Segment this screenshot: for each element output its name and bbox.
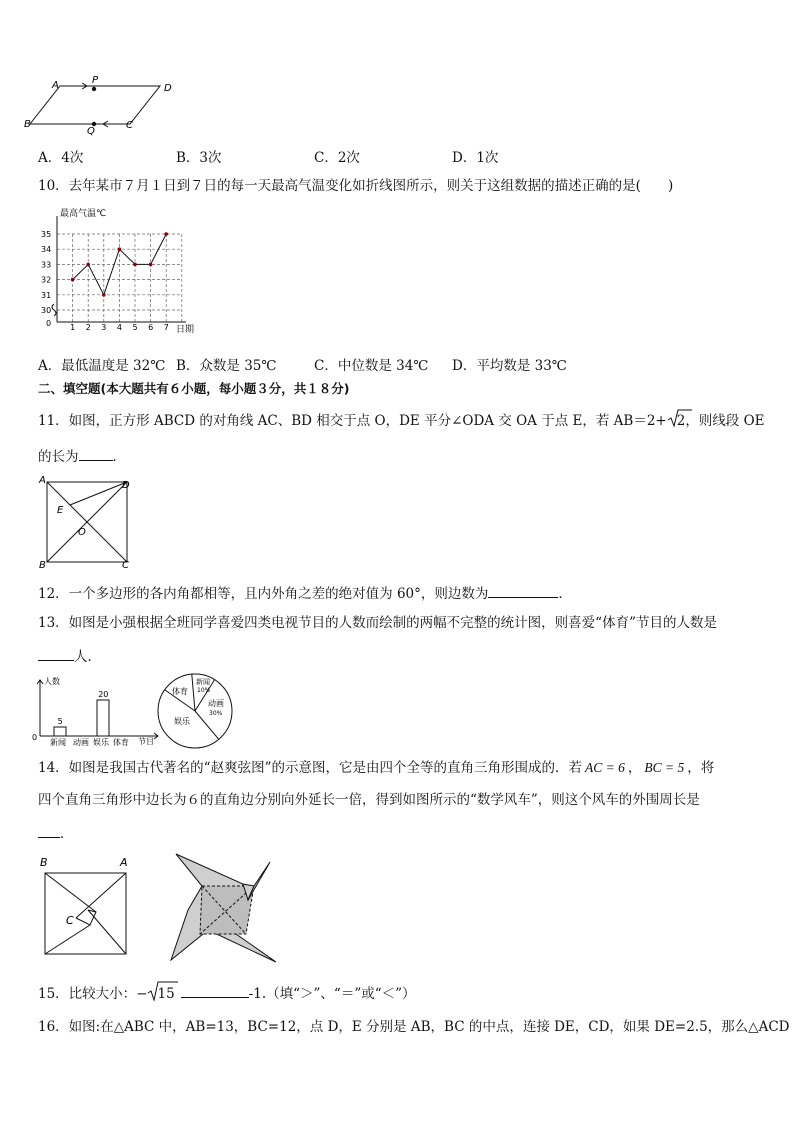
y-axis-label: 人数 — [44, 677, 60, 686]
q12-text-b: ． — [558, 586, 572, 602]
q15-text-b: -1.（填“＞”、“＝”或“＜”） — [248, 986, 416, 1002]
temperature-point — [164, 232, 168, 236]
category-label: 动画 — [73, 738, 89, 747]
bar-value-label: 20 — [98, 690, 109, 699]
q12-line — [38, 583, 572, 603]
x-tick-label: 4 — [116, 323, 122, 332]
pie-label-yule: 娱乐 — [174, 717, 190, 726]
temperature-point — [149, 263, 153, 267]
temperature-line-chart — [36, 204, 206, 336]
q9-option-a: A．4次 — [38, 150, 84, 166]
temperature-point — [133, 263, 137, 267]
q15-answer-blank[interactable] — [181, 983, 249, 998]
q14-sep: ， — [627, 760, 642, 776]
category-label: 娱乐 — [93, 738, 109, 747]
label-b: B — [40, 856, 48, 869]
bar-value-label: 5 — [57, 717, 63, 726]
sqrt-2 — [668, 412, 686, 430]
segment-de — [70, 482, 127, 505]
q10-option-d: D．平均数是 33℃ — [452, 358, 567, 374]
q15-neg: − — [136, 986, 148, 1002]
section-title: 二、填空题(本大题共有６小题，每小题３分，共１８分) — [38, 381, 350, 396]
q15-text-a: 15．比较大小： — [38, 986, 137, 1002]
q11-text-b: ，则线段 OE — [685, 413, 765, 429]
q9-option-d: D．1次 — [452, 150, 499, 166]
x-axis-label: 节目 — [138, 737, 154, 746]
q13-answer-blank[interactable] — [38, 646, 74, 661]
q14-line2: 四个直角三角形中边长为６的直角边分别向外延长一倍，得到如图所示的“数学风车”，则这个风车的外围周长是 — [38, 792, 700, 808]
q14-line1 — [38, 759, 714, 777]
label-e: E — [57, 505, 64, 516]
category-label: 体育 — [113, 738, 129, 747]
pie-value-donghua: 30% — [209, 710, 223, 717]
q11-line2 — [38, 446, 126, 466]
q13-text-b: 人． — [74, 649, 101, 665]
x-axis-label: 日期 — [176, 325, 195, 335]
y-tick-label: 34 — [41, 245, 52, 255]
label-a: A — [120, 856, 128, 869]
square-abcd-figure — [36, 474, 136, 570]
label-d: D — [164, 83, 172, 94]
q14-answer-blank[interactable] — [38, 823, 60, 838]
temperature-point — [102, 293, 106, 297]
x-tick-label: 6 — [148, 323, 154, 332]
pie-label-tiyu: 体育 — [172, 687, 188, 696]
label-b: B — [24, 119, 31, 130]
q11-line1 — [38, 412, 765, 430]
sqrt-15 — [148, 985, 175, 1003]
temperature-point — [86, 263, 90, 267]
x-tick-label: 3 — [101, 323, 107, 332]
q11-text-d: ． — [112, 449, 126, 465]
origin-label: 0 — [32, 733, 38, 742]
q11-text-a: 11．如图，正方形 ABCD 的对角线 AC、BD 相交于点 O，DE 平分∠ODA 交 OA 于点 E，若 AB＝2+ — [38, 413, 667, 429]
axis-break-mark — [52, 304, 56, 316]
label-d: D — [122, 480, 130, 491]
parallelogram-figure — [24, 74, 190, 137]
pie-value-xinwen: 10% — [197, 687, 211, 694]
q15-line — [38, 983, 416, 1003]
q14-ac: AC = 6 — [584, 760, 625, 775]
y-axis-label: 最高气温℃ — [60, 209, 107, 219]
q10-option-a: A．最低温度是 32℃ — [38, 358, 166, 374]
q14-text-b: ，将 — [687, 760, 715, 776]
q13-line1: 13．如图是小强根据全班同学喜爱四类电视节目的人数而绘制的两幅不完整的统计图，则喜爱“体育”节目的人数是 — [38, 615, 717, 631]
y-tick-label: 33 — [41, 260, 52, 270]
label-c: C — [66, 914, 74, 927]
q13-line2 — [38, 646, 101, 666]
program-pie-chart — [154, 672, 236, 750]
y-tick-label: 35 — [41, 230, 52, 239]
label-a: A — [52, 80, 59, 91]
sqrt-2-radicand: 2 — [676, 413, 686, 429]
math-windmill-figure — [166, 850, 284, 964]
q14-text-c: ． — [60, 826, 74, 842]
label-c: C — [126, 120, 133, 131]
bar — [97, 700, 109, 736]
origin-label: 0 — [46, 319, 52, 328]
zhaoshuang-diagram — [36, 852, 136, 958]
inner-square — [76, 910, 96, 925]
q10-option-b: B．众数是 35℃ — [176, 358, 277, 374]
label-b: B — [39, 560, 46, 571]
q10-stem: 10．去年某市７月１日到７日的每一天最高气温变化如折线图所示，则关于这组数据的描述正确的是( ) — [38, 178, 674, 194]
q14-line3 — [38, 823, 74, 843]
label-c: C — [122, 560, 129, 571]
q9-option-b: B．3次 — [176, 150, 222, 166]
y-tick-label: 32 — [41, 275, 52, 285]
category-label: 新闻 — [50, 738, 66, 747]
label-p: P — [92, 75, 99, 86]
label-o: O — [78, 527, 86, 538]
q12-text-a: 12．一个多边形的各内角都相等，且内外角之差的绝对值为 60°，则边数为 — [38, 586, 489, 602]
q9-option-c: C．2次 — [314, 150, 360, 166]
x-tick-label: 2 — [85, 323, 91, 332]
pie-label-donghua: 动画 — [208, 699, 224, 708]
pie-slice-divider — [192, 674, 195, 711]
label-q: Q — [87, 126, 95, 137]
q10-option-c: C．中位数是 34℃ — [314, 358, 429, 374]
x-tick-label: 7 — [163, 323, 169, 332]
sqrt-15-radicand: 15 — [157, 986, 175, 1002]
pie-label-xinwen: 新闻 — [196, 678, 210, 686]
temperature-point — [118, 247, 122, 251]
outer-square — [45, 873, 126, 954]
y-tick-label: 30 — [41, 306, 52, 315]
q16-line: 16．如图:在△ABC 中，AB=13，BC=12，点 D，E 分别是 AB，BC 的中点，连接 DE，CD，如果 DE=2.5，那么△ACD — [38, 1019, 790, 1035]
label-a: A — [39, 475, 46, 486]
q14-bc: BC = 5 — [644, 760, 685, 775]
program-bar-chart — [30, 674, 162, 746]
temperature-point — [71, 278, 75, 282]
x-tick-label: 5 — [132, 323, 138, 332]
q12-answer-blank[interactable] — [488, 583, 558, 598]
q14-text-a: 14．如图是我国古代著名的“赵爽弦图”的示意图，它是由四个全等的直角三角形围成的．若 — [38, 760, 582, 776]
x-tick-label: 1 — [70, 323, 76, 332]
q11-text-c: 的长为 — [38, 449, 79, 465]
q11-answer-blank[interactable] — [79, 446, 113, 461]
point-p — [92, 87, 96, 91]
y-tick-label: 31 — [41, 290, 52, 300]
bar — [54, 727, 66, 736]
